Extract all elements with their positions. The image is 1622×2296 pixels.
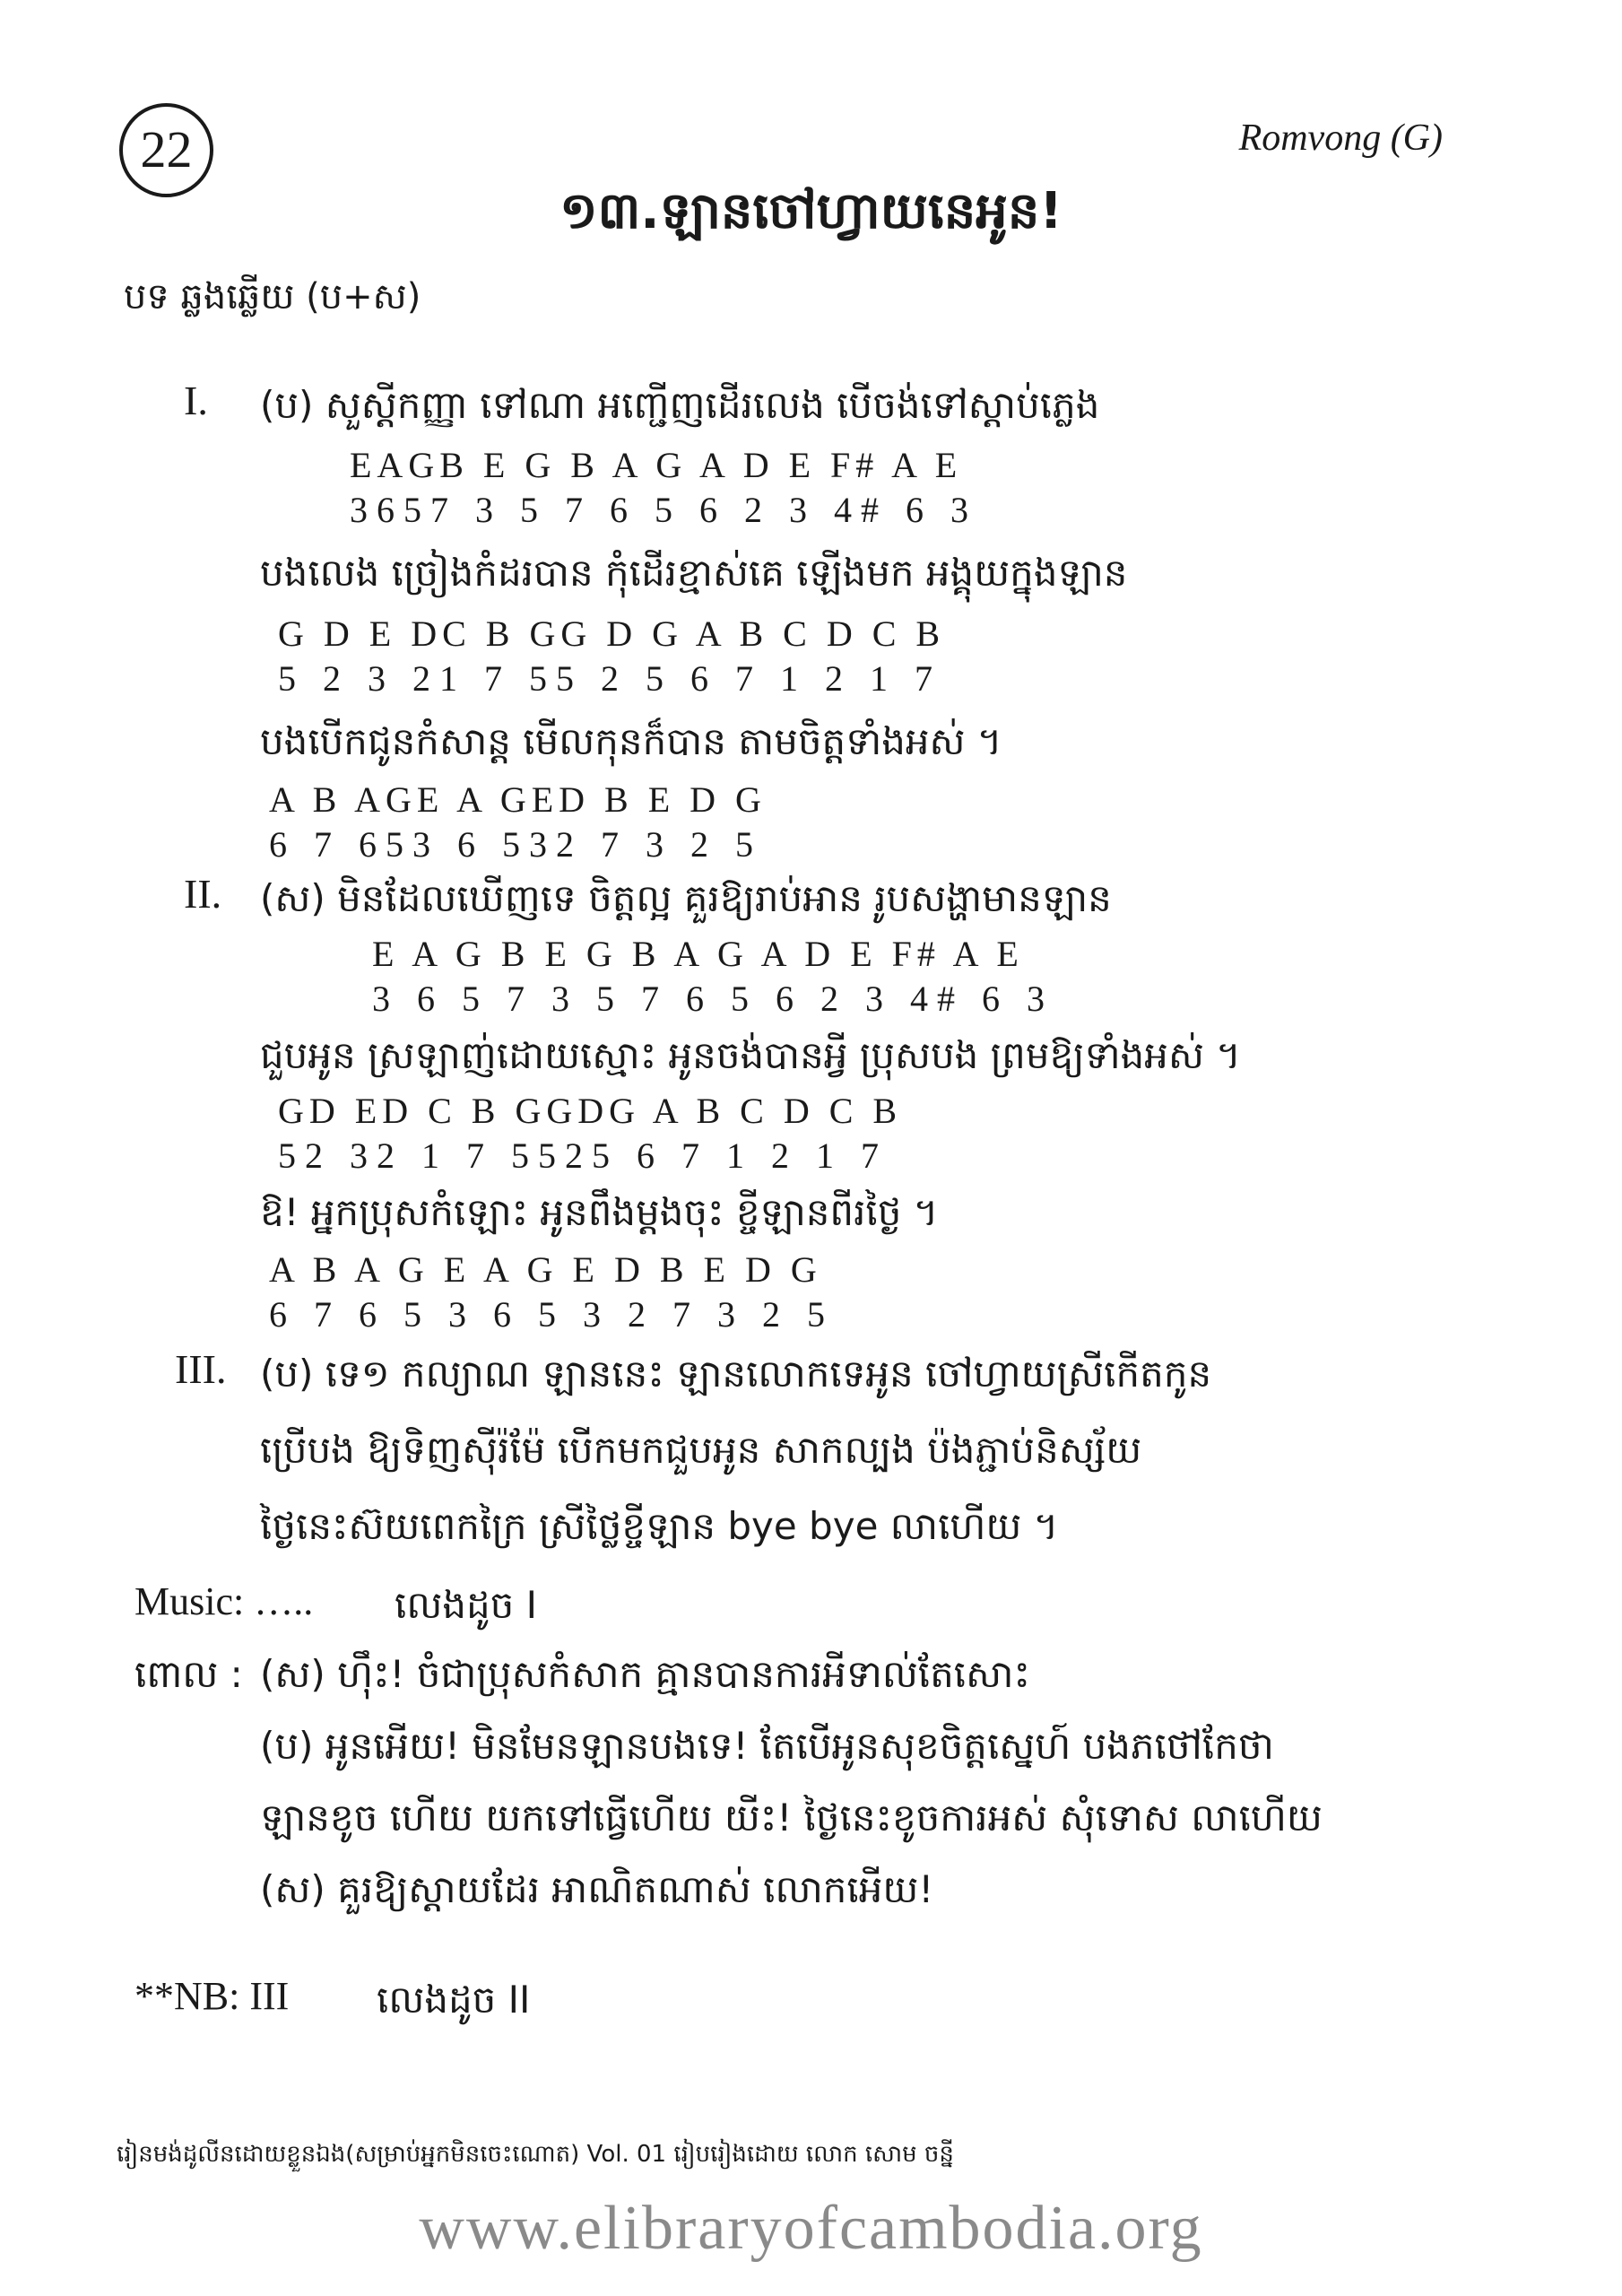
verse-2-numeral: II. xyxy=(184,871,222,917)
verse-3-line-1-lyric: (ប) ទេ១ កល្យាណ ឡាននេះ ឡានលោកទេអូន ចៅហ្វាយស្រីកើតកូន xyxy=(260,1352,1212,1396)
verse-3-line-3-lyric: ថ្ងៃនេះស៊យពេកក្រៃ ស្រីថ្លៃខ្ចីឡាន bye bye លាហើយ ។ xyxy=(260,1504,1059,1548)
verse-1-line-2-numbers: 5 2 3 21 7 55 2 5 6 7 1 2 1 7 xyxy=(278,658,941,699)
page-number-badge: 22 xyxy=(119,103,213,197)
dialogue-line-1: (ស) ហ៊ឹះ! ចំជាប្រុសកំសាក គ្មានបានការអីទាល់តែសោះ xyxy=(260,1652,1030,1696)
verse-2-line-3-lyric: ឱ! អ្នកប្រុសកំឡោះ អូនពឹងម្តងចុះ ខ្ចីឡានពីរថ្ងៃ ។ xyxy=(260,1190,939,1234)
verse-1-line-1-notes: EAGB E G B A G A D E F# A E xyxy=(350,445,963,485)
verse-2-line-2-numbers: 52 32 1 7 5525 6 7 1 2 1 7 xyxy=(278,1135,888,1176)
music-label: Music: ….. xyxy=(134,1579,314,1623)
verse-1-line-3-numbers: 6 7 653 6 532 7 3 2 5 xyxy=(269,824,762,865)
music-instruction: លេងដូច I xyxy=(395,1583,538,1627)
verse-1-line-2-notes: G D E DC B GG D G A B C D C B xyxy=(278,613,946,654)
dialogue-line-2: (ប) អូនអើយ! មិនមែនឡានបងទេ! តែបើអូនសុខចិត្តស្នេហ៍ បងភថៅកែថា xyxy=(260,1724,1274,1768)
note-label: **NB: III xyxy=(134,1974,290,2018)
book-footer-credit: រៀនមង់ដូលីនដោយខ្លួនឯង(សម្រាប់អ្នកមិនចេះណោត) Vol. 01 រៀបរៀងដោយ លោក សោម ចន្នី xyxy=(117,2141,954,2168)
note-instruction: លេងដូច II xyxy=(377,1978,531,2022)
verse-2-line-3-numbers: 6 7 6 5 3 6 5 3 2 7 3 2 5 xyxy=(269,1294,834,1335)
verse-2-line-2-notes: GD ED C B GGDG A B C D C B xyxy=(278,1091,903,1131)
dialogue-line-3: ឡានខូច ហើយ យកទៅធ្វើហើយ យីះ! ថ្ងៃនេះខូចការអស់ សុំទោស លាហើយ xyxy=(260,1796,1323,1839)
verse-1-line-3-lyric: បងបើកជូនកំសាន្ត មើលកុនក៏បាន តាមចិត្តទាំងអស់ ។ xyxy=(260,719,1002,763)
verse-3-numeral: III. xyxy=(175,1346,227,1392)
song-title: ១៣.ឡានចៅហ្វាយនេអូន! xyxy=(559,182,1063,240)
verse-1-line-2-lyric: បងលេង ច្រៀងកំដរបាន កុំដើរខ្មាស់គេ ឡើងមក អង្គុយក្នុងឡាន xyxy=(260,551,1128,595)
verse-2-line-1-numbers: 3 6 5 7 3 5 7 6 5 6 2 3 4# 6 3 xyxy=(372,978,1054,1019)
verse-1-numeral: I. xyxy=(184,378,208,423)
dialogue-label: ពោល : xyxy=(134,1652,243,1696)
verse-1-line-3-notes: A B AGE A GED B E D G xyxy=(269,779,767,820)
rhythm-style-label: Romvong (G) xyxy=(1238,117,1443,159)
song-subtitle: បទ ឆ្លងឆ្លើយ (ប+ស) xyxy=(124,276,421,317)
verse-2-line-2-lyric: ជួបអូន ស្រឡាញ់ដោយស្មោះ អូនចង់បានអ្វី ប្រុសបង ព្រមឱ្យទាំងអស់ ។ xyxy=(260,1033,1241,1077)
website-watermark: www.elibraryofcambodia.org xyxy=(419,2194,1203,2263)
verse-1-line-1-numbers: 3657 3 5 7 6 5 6 2 3 4# 6 3 xyxy=(350,490,977,530)
verse-2-line-3-notes: A B A G E A G E D B E D G xyxy=(269,1249,822,1290)
verse-2-line-1-notes: E A G B E G B A G A D E F# A E xyxy=(372,934,1024,974)
verse-3-line-2-lyric: ប្រើបង ឱ្យទិញស៊ីរ៉ម៉ែ បើកមកជួបអូន សាកល្បង ប៉ងភ្ជាប់និស្ស័យ xyxy=(260,1428,1142,1472)
verse-2-line-1-lyric: (ស) មិនដែលឃើញទេ ចិត្តល្អ គួរឱ្យរាប់អាន រូបសង្ហាមានឡាន xyxy=(260,876,1112,920)
dialogue-line-4: (ស) គួរឱ្យស្តាយដែរ អាណិតណាស់ លោកអើយ! xyxy=(260,1867,934,1911)
verse-1-line-1-lyric: (ប) សួស្តីកញ្ញា ទៅណា អញ្ជើញដើរលេង បើចង់ទៅស្តាប់ភ្លេង xyxy=(260,383,1100,427)
